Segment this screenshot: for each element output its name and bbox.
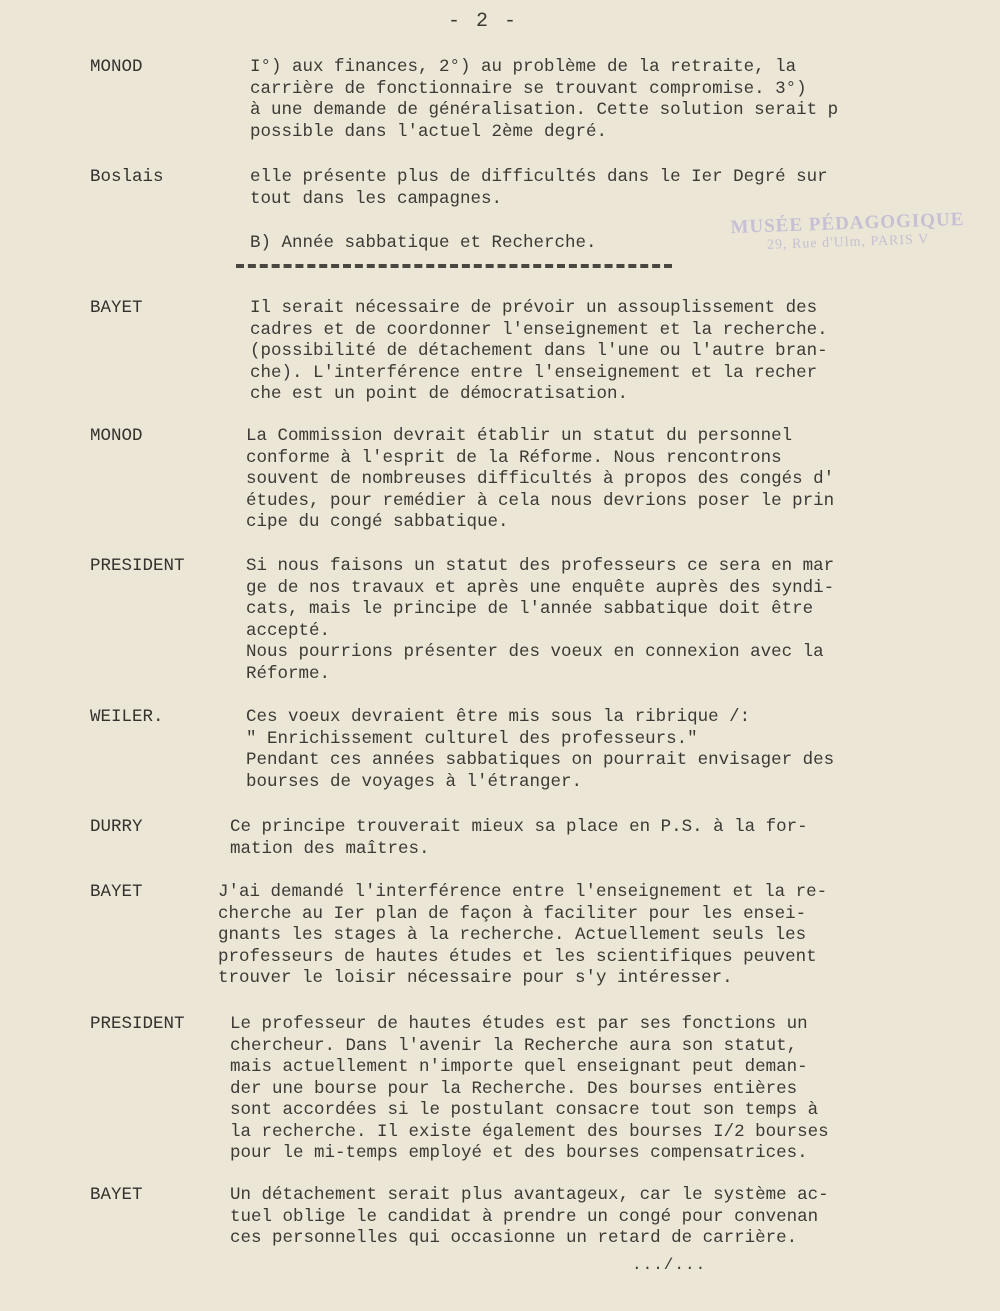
speech-line: tuel oblige le candidat à prendre un congé pour convenan <box>230 1206 819 1227</box>
speech-line: elle présente plus de difficultés dans le Ier Degré sur <box>250 167 828 187</box>
speaker-name: BAYET <box>90 298 143 318</box>
section-underline <box>236 264 672 268</box>
speech-line: à une demande de généralisation. Cette solution serait p <box>250 100 839 120</box>
speech-line: Le professeur de hautes études est par ses fonctions un <box>230 1014 808 1034</box>
speech-line: ge de nos travaux et après une enquête auprès des syndi- <box>246 577 835 598</box>
speech-line: Un détachement serait plus avantageux, car le système ac- <box>230 1185 829 1205</box>
speech-line: pour le mi-temps employé et des bourses compensatrices. <box>230 1143 808 1163</box>
speech-line: Nous pourrions présenter des voeux en connexion avec la <box>246 642 824 662</box>
stamp-line-1: MUSÉE PÉDAGOGIQUE <box>730 208 965 239</box>
speech-text <box>250 167 972 210</box>
speech-text <box>230 1014 972 1165</box>
speech-line: Si nous faisons un statut des professeurs ce sera en mar <box>246 556 835 576</box>
speech-line: accepté. <box>246 620 331 641</box>
speech-text <box>230 817 972 860</box>
speech-text <box>250 298 972 406</box>
speech-text <box>230 1185 972 1250</box>
speech-line: bourses de voyages à l'étranger. <box>246 771 583 792</box>
speech-line: Ce principe trouverait mieux sa place en P.S. à la for- <box>230 817 808 837</box>
speech-line: la recherche. Il existe également des bourses I/2 bourses <box>230 1121 829 1142</box>
speech-line: possible dans l'actuel 2ème degré. <box>250 121 608 142</box>
speech-line: carrière de fonctionnaire se trouvant compromise. 3°) <box>250 78 807 99</box>
speech-line: J'ai demandé l'interférence entre l'enseignement et la re- <box>218 882 828 902</box>
speech-line: mation des maîtres. <box>230 838 430 859</box>
museum-stamp <box>727 209 969 269</box>
speaker-name: BAYET <box>90 1185 143 1205</box>
speech-line: Pendant ces années sabbatiques on pourrait envisager des <box>246 750 835 770</box>
speech-line: Réforme. <box>246 663 331 684</box>
speech-line: ces personnelles qui occasionne un retard de carrière. <box>230 1228 798 1248</box>
speaker-name: Boslais <box>90 167 164 187</box>
speech-line: conforme à l'esprit de la Réforme. Nous rencontrons <box>246 447 782 468</box>
speech-line: études, pour remédier à cela nous devrions poser le prin <box>246 490 835 511</box>
speaker-name: MONOD <box>90 426 143 446</box>
speech-line: der une bourse pour la Recherche. Des bourses entières <box>230 1078 798 1099</box>
speech-line: " Enrichissement culturel des professeurs." <box>246 728 698 749</box>
speech-line: cherche au Ier plan de façon à faciliter pour les ensei- <box>218 903 807 924</box>
speech-line: che). L'interférence entre l'enseignement et la recher <box>250 362 818 383</box>
speech-line: Il serait nécessaire de prévoir un assouplissement des <box>250 298 818 318</box>
speech-line: cats, mais le principe de l'année sabbatique doit être <box>246 599 814 619</box>
speaker-name: PRESIDENT <box>90 556 185 576</box>
stamp-line-2: 29, Rue d'Ulm, PARIS V <box>766 232 930 253</box>
speech-text <box>218 882 972 990</box>
speech-line: Ces voeux devraient être mis sous la ribrique /: <box>246 707 751 727</box>
speech-line: I°) aux finances, 2°) au problème de la retraite, la <box>250 57 797 77</box>
speech-line: sont accordées si le postulant consacre tout son temps à <box>230 1100 819 1120</box>
continuation-mark: .../... <box>632 1256 707 1274</box>
speech-line: La Commission devrait établir un statut du personnel <box>246 426 793 446</box>
speech-text <box>246 707 972 793</box>
speech-line: chercheur. Dans l'avenir la Recherche aura son statut, <box>230 1035 798 1056</box>
speech-line: tout dans les campagnes. <box>250 188 503 209</box>
speaker-name: PRESIDENT <box>90 1014 185 1034</box>
speaker-name: DURRY <box>90 817 143 837</box>
speech-line: (possibilité de détachement dans l'une ou l'autre bran- <box>250 341 828 361</box>
speech-text <box>246 426 972 534</box>
speech-line: cadres et de coordonner l'enseignement et la recherche. <box>250 319 828 340</box>
speaker-name: MONOD <box>90 57 143 77</box>
speaker-name: BAYET <box>90 882 143 902</box>
speech-line: trouver le loisir nécessaire pour s'y intéresser. <box>218 968 733 988</box>
speech-text <box>250 57 972 143</box>
speech-line: gnants les stages à la recherche. Actuellement seuls les <box>218 925 807 945</box>
speaker-name: WEILER. <box>90 707 164 727</box>
speech-line: B) Année sabbatique et Recherche. <box>250 233 597 253</box>
speech-text <box>250 233 670 255</box>
speech-line: professeurs de hautes études et les scientifiques peuvent <box>218 946 817 967</box>
speech-line: cipe du congé sabbatique. <box>246 512 509 532</box>
speech-line: che est un point de démocratisation. <box>250 384 629 404</box>
speech-line: mais actuellement n'importe quel enseignant peut deman- <box>230 1057 808 1077</box>
page-number: - 2 - <box>448 10 519 33</box>
speech-text <box>246 556 972 685</box>
speech-line: souvent de nombreuses difficultés à propos des congés d' <box>246 469 835 489</box>
